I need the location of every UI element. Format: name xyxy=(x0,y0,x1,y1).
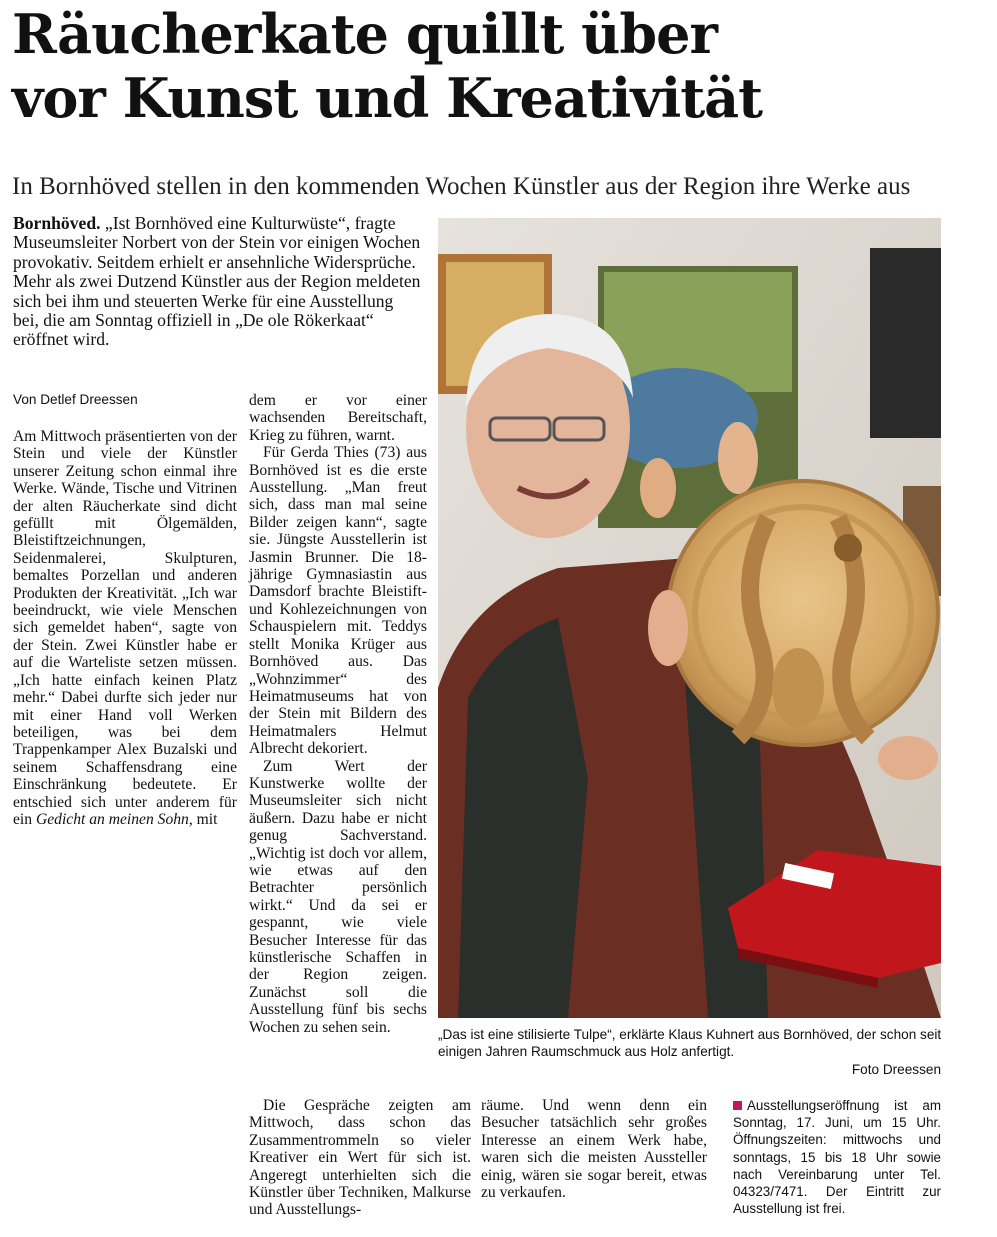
body-paragraph: Für Gerda Thies (73) aus Bornhöved ist es die erste Ausstellung. „Man freut sich, dass man mal seine Bilder zeigen kann“, sagte sie. Jüngste Ausstellerin ist Jasmin Brunner. Die 18-jährige Gymnasiastin aus Damsdorf brachte Bleistift- und Kohlezeichnungen von Schauspielern mit. Teddys stellt Monika Krüger aus Bornhöved aus. Das „Wohnzimmer“ des Heimatmuseums hat von der Stein mit Bildern des Heimatmalers Helmut Albrecht dekoriert. xyxy=(249,444,427,758)
lead-place: Bornhöved. xyxy=(13,213,101,233)
lead-text: „Ist Bornhöved eine Kulturwüste“, fragte Museumsleiter Norbert von der Stein vor einigen Wochen provokativ. Seitdem erhielt er ansehnliche Widersprüche. Mehr als zwei Dutzend Künstler aus der Region meldeten sich bei ihm und steuerten Werke für eine Ausstellung bei, die am Sonntag offiziell in „De ole Rökerkaat“ eröffnet wird. xyxy=(13,213,421,350)
photo-illustration xyxy=(438,218,941,1018)
body-paragraph: Zum Wert der Kunstwerke wollte der Museumsleiter sich nicht äußern. Dazu habe er nicht genug Sachverstand. „Wichtig ist doch vor allem, wie etwas auf den Betrachter persönlich wirkt.“ Und da sei er gespannt, wie viele Besucher Interesse für das künstlerische Schaffen in der Region zeigen. Zunächst soll die Ausstellung fünf bis sechs Wochen zu sehen sein. xyxy=(249,757,427,1036)
article-photo xyxy=(438,218,941,1018)
photo-credit: Foto Dreessen xyxy=(851,1062,941,1077)
body-paragraph: räume. Und wenn denn ein Besucher tatsächlich sehr großes Interesse an einem Werk habe, waren sich die meisten Aussteller einig, wären sie sogar bereit, etwas zu verkaufen. xyxy=(481,1097,707,1202)
body-paragraph: dem er vor einer wachsenden Bereitschaft, Krieg zu führen, warnt. xyxy=(249,392,427,444)
info-box xyxy=(733,1097,941,1217)
poem-title: Gedicht an meinen Sohn xyxy=(35,810,189,828)
body-text: , mit xyxy=(188,810,218,828)
info-text: Ausstellungseröffnung ist am Sonntag, 17. Juni, um 15 Uhr. Öffnungszeiten: mittwochs und sonntags, 15 bis 18 Uhr sowie nach Vereinbarung unter Tel. 04323/7471. Der Eintritt zur Ausstellung ist frei. xyxy=(733,1098,941,1217)
body-text: Am Mittwoch präsentierten von der Stein und viele der Künstler unserer Zeitung schon einmal ihre Werke. Wände, Tische und Vitrinen der alten Räucherkate sind dicht gefüllt mit Ölgemälden, Bleistiftzeichnungen, Seidenmalerei, Skulpturen, bemaltes Porzellan und anderen Produkten der Kreativität. „Ich war beeindruckt, wie viele Menschen sich gemeldet haben“, sagte von der Stein. Zwei Künstler habe er auf die Warteliste setzen müssen. „Ich hatte einfach keinen Platz mehr.“ Dabei durfte sich jeder nur mit einer Hand voll Werken beteiligen, was bei dem Trappenkamper Alex Buzalski und seinem Schaffensdrang eine Einschränkung bedeutete. Er entschied sich unter anderem für ein xyxy=(13,428,237,828)
article-column-1 xyxy=(13,428,237,828)
bullet-square-icon xyxy=(733,1101,742,1110)
headline: Räucherkate quillt über vor Kunst und Kreativität xyxy=(12,2,763,130)
subheadline: In Bornhöved stellen in den kommenden Wochen Künstler aus der Region ihre Werke aus xyxy=(12,173,911,200)
byline: Von Detlef Dreessen xyxy=(13,392,138,407)
body-paragraph: Die Gespräche zeigten am Mittwoch, dass schon das Zusammentrommeln so vieler Kreativer ein Wert für sich ist. Angeregt unterhielten sich die Künstler über Techniken, Malkurse und Ausstellungs- xyxy=(249,1097,471,1219)
lead-paragraph xyxy=(13,214,421,350)
photo-caption: „Das ist eine stilisierte Tulpe“, erklärte Klaus Kuhnert aus Bornhöved, der schon seit einigen Jahren Raumschmuck aus Holz anfertigt. xyxy=(438,1027,942,1059)
article-column-2 xyxy=(249,392,427,1036)
article-column-3 xyxy=(249,1097,471,1219)
article-column-4 xyxy=(481,1097,707,1201)
body-paragraph xyxy=(13,428,237,828)
